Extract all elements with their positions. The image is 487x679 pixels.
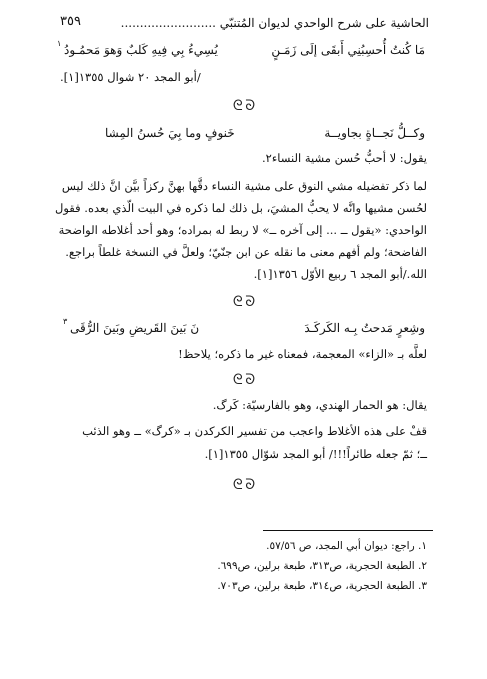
verse-1-second-hemistich-text: يُسِيءُ بِي فِيهِ كَلبٌ وَهوَ مَحمُـودُ xyxy=(64,43,218,57)
footnote-2: ٢. الطبعة الحجرية، ص٣١٣، طبعة برلين، ص٦٩٩. xyxy=(217,560,427,572)
divider-ornament-3: ᘓ ᘐ xyxy=(232,372,255,388)
verse-1-second-hemistich xyxy=(64,44,218,56)
divider-ornament-2: ᘓ ᘐ xyxy=(232,294,255,310)
paragraph-1-line-1: لما ذكر تفضيله مشي النوق على مشية النساء دقَّها بهنَّ ركزاً بيَّن انَّ ذلك ليس xyxy=(61,179,427,193)
divider-ornament-4: ᘓ ᘐ xyxy=(232,477,255,493)
signature-line-1: /أبو المجد ٢٠ شوال ١٣٥٥[١]. xyxy=(60,70,201,84)
commentary-line-zaa: لعلَّه بـ «الزاء» المعجمة، فمعناه غير ما ذكره؛ يلاحظ! xyxy=(178,347,427,361)
signature-line-2: الله./أبو المجد ٦ ربيع الأوّل ١٣٥٦[١]. xyxy=(253,267,427,281)
footnote-separator xyxy=(263,530,433,531)
paragraph-1-line-4: الفاضحة؛ ولم أفهم معنى ما نقله عن ابن جنّيّ؛ ولعلَّ في النسخة غلطاً براجع. xyxy=(65,245,427,259)
paragraph-3-line-2: ــ؛ ثمّ جعله طائراً!!!/ أبو المجد شوّال ١٣٥٥[١]. xyxy=(204,447,427,461)
footnote-3: ٣. الطبعة الحجرية، ص٣١٤، طبعة برلين، ص٧٠٣. xyxy=(217,580,427,592)
verse-3-footnote-mark: ٣ xyxy=(63,317,68,326)
paragraph-1-line-2: لحُسن مشيها وانَّه لا يحبُّ المشيَ، بل ذلك لما ذكره في البيت الّذي بعده. فقول xyxy=(55,201,427,215)
footnote-1: ١. راجع: ديوان أبي المجد، ص ٥٧/٥٦. xyxy=(266,540,427,552)
running-title: الحاشية على شرح الواحدي لديوان المُتنبّي ......................... xyxy=(120,16,429,30)
commentary-say-2: يقال: هو الحمار الهندي، وهو بالفارسيّة: كَرگ. xyxy=(212,398,427,412)
commentary-say-1: يقول: لا أحبُّ حُسن مشية النساء٢. xyxy=(262,151,427,165)
paragraph-1-line-3: الواحدي: «يقول ــ ... إلى آخره ــ» لا ربط له بمراده؛ وهو أحد أغلاطه الواضحة xyxy=(58,223,427,237)
verse-2-second-hemistich: خَنوفٍ وما بِيَ حُسنُ المِشا xyxy=(105,126,235,140)
verse-3-second-hemistich: نَ بَينَ القَريضِ وبَينَ الرُّقَى xyxy=(70,321,200,335)
verse-1-footnote-mark: ١ xyxy=(57,39,62,48)
page-number: ٣٥٩ xyxy=(60,14,81,29)
running-header xyxy=(121,17,429,29)
verse-2-first-hemistich: وكــلُّ نَجــاةٍ بجاويــة xyxy=(324,126,425,140)
verse-3-first-hemistich: وشِعرٍ مَدحتُ بِـه الكَركَـدَ xyxy=(304,321,425,335)
verse-1-first-hemistich: مَا كُنتُ أُحسِبُنِي أَبقَى إلَى زَمَـنٍ xyxy=(271,43,425,57)
paragraph-3-line-1: قفْ على هذه الأغلاط واعجب من تفسير الكركدن بـ «كرگ» ــ وهو الذئب xyxy=(82,424,427,438)
divider-ornament-1: ᘓ ᘐ xyxy=(232,98,255,114)
